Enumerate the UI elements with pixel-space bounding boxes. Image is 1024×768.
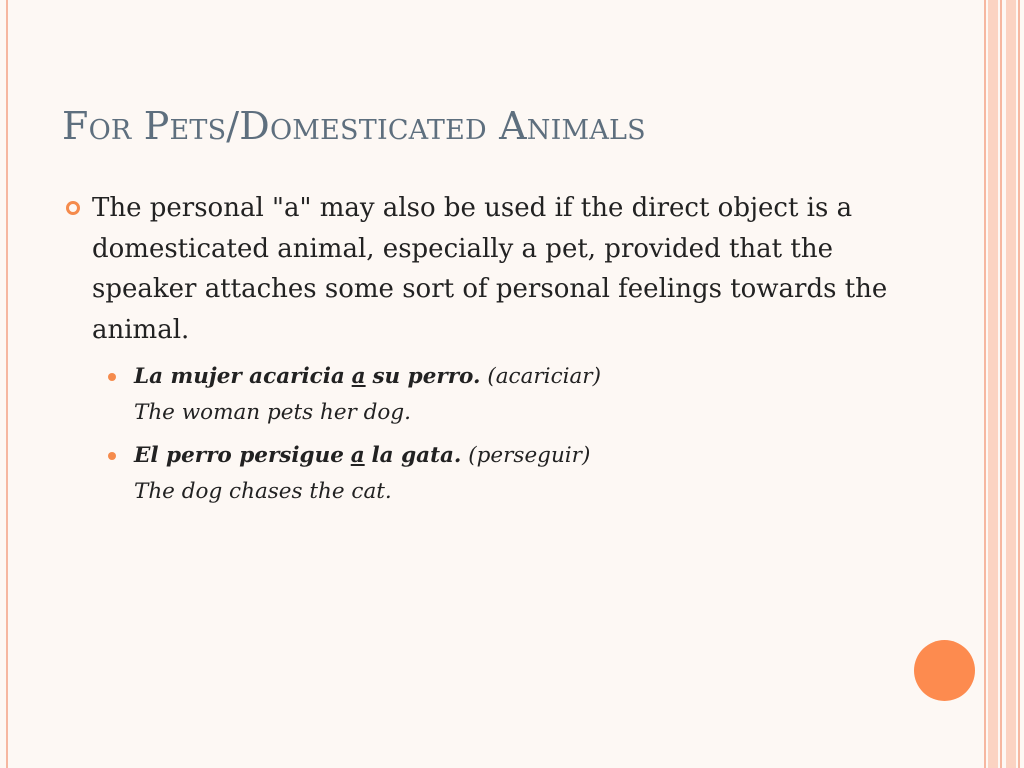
frame-stripe bbox=[984, 0, 986, 768]
bullet-ring-icon bbox=[66, 201, 80, 215]
left-frame-line bbox=[6, 0, 8, 768]
personal-a: a bbox=[350, 443, 365, 468]
example-translation: The dog chases the cat. bbox=[134, 479, 392, 504]
frame-stripe bbox=[988, 0, 998, 768]
example-sentence-start: El perro persigue bbox=[134, 443, 344, 468]
example-sentence-end: su perro. bbox=[372, 364, 481, 389]
main-point-text: The personal "a" may also be used if the direct object is a domesticated animal, especially a pet, provided that the speaker attaches some sort of personal feelings towards the animal. bbox=[92, 193, 888, 345]
example-verb: (acariciar) bbox=[487, 364, 601, 389]
sub-bullet-dot-icon bbox=[108, 373, 116, 381]
example-translation: The woman pets her dog. bbox=[134, 400, 411, 425]
example-item bbox=[134, 359, 601, 431]
decorative-orange-circle bbox=[914, 640, 975, 701]
example-sentence bbox=[134, 359, 601, 395]
example-sentence-end: la gata. bbox=[371, 443, 462, 468]
frame-stripe bbox=[1000, 0, 1002, 768]
frame-stripe bbox=[1006, 0, 1016, 768]
example-sentence bbox=[134, 438, 590, 474]
slide-title: For Pets/Domesticated Animals bbox=[62, 104, 646, 148]
example-item bbox=[134, 438, 590, 510]
personal-a: a bbox=[351, 364, 366, 389]
example-verb: (perseguir) bbox=[468, 443, 591, 468]
right-frame-stripes bbox=[980, 0, 1024, 768]
frame-stripe bbox=[1018, 0, 1020, 768]
sub-bullet-dot-icon bbox=[108, 452, 116, 460]
example-sentence-start: La mujer acaricia bbox=[134, 364, 345, 389]
